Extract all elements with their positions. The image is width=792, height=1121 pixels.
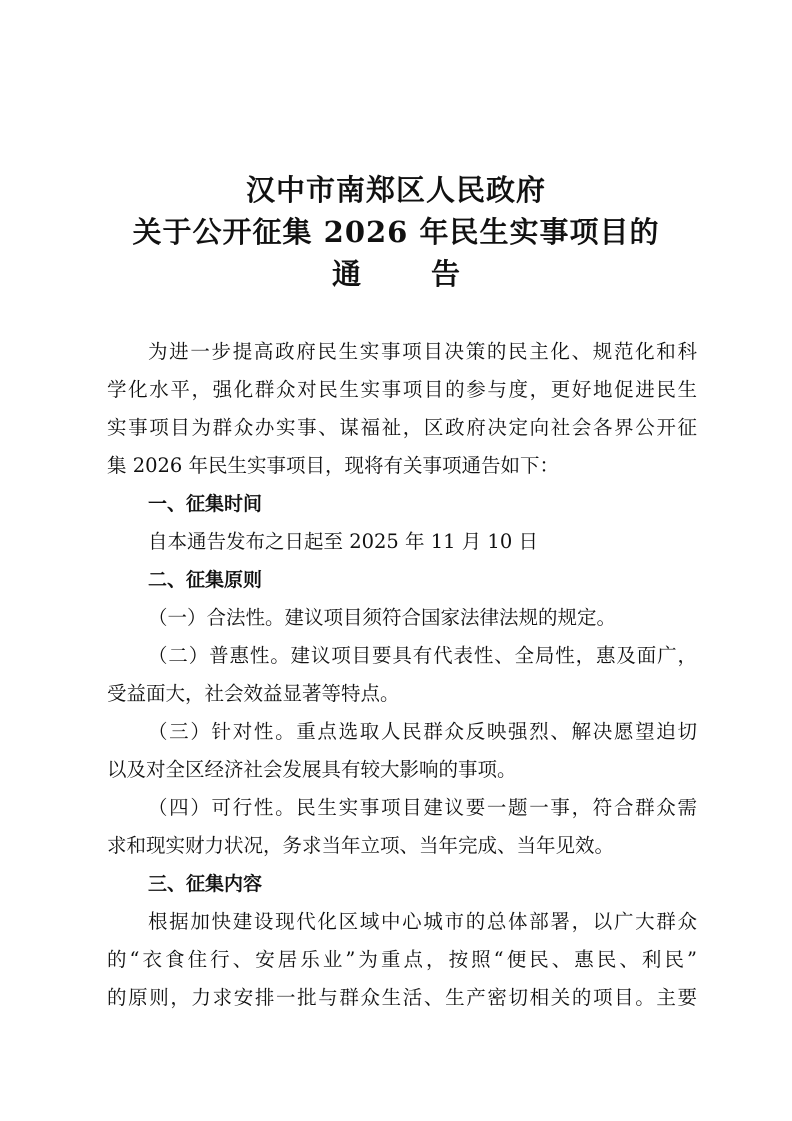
para-1-line-3: 实事项目为群众办实事、谋福祉，区政府决定向社会各界公开征 <box>107 416 697 439</box>
section-heading-3: 三、征集内容 <box>148 873 263 895</box>
para-7-line-2: 的“衣食住行、安居乐业”为重点，按照“便民、惠民、利民” <box>107 948 697 971</box>
para-2: 自本通告发布之日起至 2025 年 11 月 10 日 <box>148 530 538 553</box>
para-4-line-2: 受益面大，社会效益显著等特点。 <box>107 682 400 705</box>
title-char-2: 告 <box>431 257 461 291</box>
para-3: （一）合法性。建议项目须符合国家法律法规的规定。 <box>148 606 617 629</box>
title-char-1: 通 <box>331 257 361 291</box>
section-heading-2: 二、征集原则 <box>148 569 263 591</box>
title-line-1: 汉中市南郑区人民政府 <box>245 173 546 207</box>
para-6-line-1: （四）可行性。民生实事项目建议要一题一事，符合群众需 <box>148 796 697 819</box>
para-7-line-1: 根据加快建设现代化区域中心城市的总体部署，以广大群众 <box>148 910 697 933</box>
para-4-line-1: （二）普惠性。建议项目要具有代表性、全局性，惠及面广， <box>148 644 697 667</box>
para-5-line-1: （三）针对性。重点选取人民群众反映强烈、解决愿望迫切 <box>148 720 697 743</box>
para-1-line-1: 为进一步提高政府民生实事项目决策的民主化、规范化和科 <box>148 340 697 363</box>
title-line-2: 关于公开征集 2026 年民生实事项目的 <box>132 215 660 249</box>
para-1-line-4: 集 2026 年民生实事项目，现将有关事项通告如下： <box>107 454 560 477</box>
para-5-line-2: 以及对全区经济社会发展具有较大影响的事项。 <box>107 758 517 781</box>
para-7-line-3: 的原则，力求安排一批与群众生活、生产密切相关的项目。主要 <box>107 986 697 1009</box>
para-1-line-2: 学化水平，强化群众对民生实事项目的参与度，更好地促进民生 <box>107 378 697 401</box>
section-heading-1: 一、征集时间 <box>148 493 263 515</box>
para-6-line-2: 求和现实财力状况，务求当年立项、当年完成、当年见效。 <box>107 834 615 857</box>
title-line-3 <box>0 254 792 294</box>
